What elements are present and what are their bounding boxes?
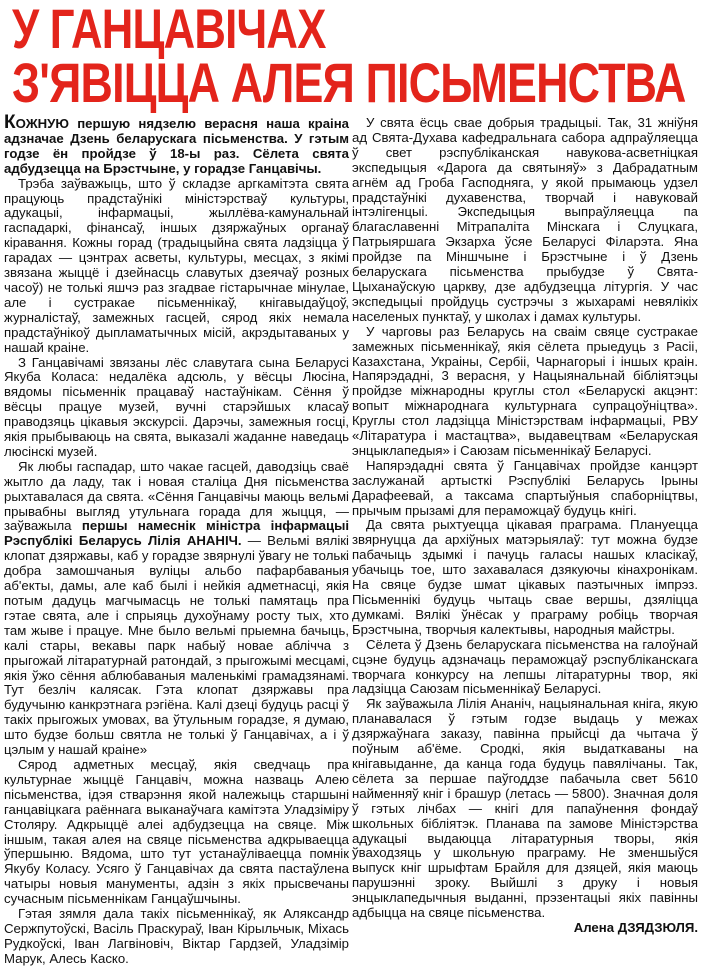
article-paragraph-5: Гэтая зямля дала такіх пісьменнікаў, як Аляксандр Сержпутоўскі, Васіль Праскураў, Іван Кірыльчык, Міхась Рудкоўскі, Іван Лагвіновіч, Віктар Гардзей, Уладзімір Марук, Алесь Каско. [4, 906, 349, 966]
lead-text: першую нядзелю верасня наша краіна адзначае Дзень беларускага пісьменства. У гэтым годзе ён пройдзе ў 18-ы раз. Сёлета свята адбудзецца на Брэстчыне, у горадзе Ганцавічы. [4, 116, 349, 176]
article-paragraph-9: Да свята рыхтуецца цікавая праграма. Плануецца звярнуцца да архіўных матэрыялаў: тут можна будзе пабачыць здымкі і пачуць галасы нашых класікаў, убачыць тое, што захавалася дзякуючы кінахронікам. На свяце будзе шмат цікавых паэтычных імпрэз. Пісьменнікі будуць чытаць свае вершы, дзяліцца думкамі. Вялікі ўнёсак у праграму робіць творчая Брэстчына, творчыя калектывы, народныя майстры. [352, 517, 698, 637]
article-lead [4, 112, 349, 177]
quoted-official-name: першы намеснік міністра інфармацыі Рэспублікі Беларусь Лілія АНАНІЧ. [4, 518, 349, 549]
article-paragraph-1: Трэба заўважыць, што ў складзе аргкамітэта свята працуюць прадстаўнікі міністэрстваў культуры, адукацыі, інфармацыі, жыллёва-камунальнай гаспадаркі, фінансаў, іншых дзяржаўных органаў кіравання. Кожны горад (традыцыйна свята ладзіцца ў гарадах — цэнтрах асветы, культуры, месцах, з якімі звязана жыццё і дзейнасць славутых дзеячаў розных часоў) не толькі яшчэ раз згадвае гістарычнае мінулае, але і сустракае пісьменнікаў, кнігавыдаўцоў, журналістаў, замежных гасцей, сярод якіх немала прадстаўнікоў дыпламатычных місій, акрэдытаваных у нашай краіне. [4, 175, 349, 355]
author-signature: Алена ДЗЯДЗЮЛЯ. [573, 919, 698, 935]
article-paragraph-3 [4, 460, 349, 758]
headline-line-2: З'ЯВІЦЦА АЛЕЯ ПІСЬМЕНСТВА [12, 51, 686, 114]
paragraph-3-start: Як любы гаспадар, што чакае гасцей, даводзіць сваё жытло да ладу, так і новая сталіца Дня пісьменства рыхтавалася да свята. «Сёння Ганцавічы маюць вельмі прывабны выгляд утульнага горада для жыцця, — заўважыла [4, 458, 349, 534]
article-paragraph-4: Сярод адметных месцаў, якія сведчаць пра культурнае жыццё Ганцавіч, можна назваць Алею пісьменства, ідэя стварэння якой належыць старшыні ганцавіцкага раённага выканаўчага камітэта Уладзіміру Столяру. Адкрыццё алеі адбудзецца на свяце. Між іншым, такая алея на свяце пісьменства адкрываецца ўпершыню. Вядома, што тут устанаўліваецца помнік Якубу Коласу. Усяго ў Ганцавічах да свята пастаўлена чатыры новыя манументы, адзін з якіх прысвечаны сучасным пісьменнікам Ганцаўшчыны. [4, 756, 349, 907]
article-column-right [352, 116, 698, 938]
article-paragraph-10: Сёлета ў Дзень беларускага пісьменства на галоўнай сцэне будуць адзначаць пераможцаў рэспубліканскага творчага конкурсу на лепшы літаратурны твор, які ладзіцца Саюзам пісьменнікаў Беларусі. [352, 636, 698, 697]
article-paragraph-11: Як заўважыла Лілія Ананіч, нацыянальная кніга, якую планавалася ў гэтым годзе выдаць у межах дзяржаўнага заказу, павінна прыйсці да чытача ў поўным аб'ёме. Сродкі, якія выдаткаваны на кнігавыданне, да канца года будуць павялічаны. Так, сёлета за першае паўгоддзе пабачыла свет 5610 найменняў кніг і брашур (летась — 5800). Значная доля ў гэтых лічбах — кнігі для папаўнення фондаў школьных бібліятэк. Планава па замове Міністэрства адукацыі выдаюцца літаратурныя творы, якія ўваходзяць у школьную праграму. Не зменшыўся выпуск кніг шрыфтам Брайля для дзяцей, якія маюць парушэнні зроку. Выйшлі з друку і новыя энцыклапедычныя выданні, прэзентацыі якіх павінны адбыцца на свяце пісьменства. [352, 696, 698, 921]
article-paragraph-7: У чарговы раз Беларусь на сваім свяце сустракае замежных пісьменнікаў, якія сёлета прыедуць з Расіі, Казахстана, Украіны, Сербіі, Чарнагорыі і іншых краін. Напярэдадні, 3 верасня, у Нацыянальнай бібліятэцы пройдзе міжнародны круглы стол «Беларускі акцэнт: вопыт міжнароднага культурнага супрацоўніцтва». Круглы стол ладзіцца Міністэрствам інфармацыі, РВУ «Літаратура і мастацтва», выдавецтвам «Беларуская энцыклапедыя» і Саюзам пісьменнікаў Беларусі. [352, 323, 698, 458]
lead-initial: К [4, 112, 16, 133]
paragraph-3-quote: — Вельмі вялікі клопат дзяржавы, каб у горадзе звярнулі ўвагу не толькі добра замошчаныя вуліцы альбо пафарбаваныя аб'екты, дамы, але каб былі і нейкія адметнасці, якія потым дадуць магчымасць не толькі памятаць пра гэтае свята, але і спрыяць духоўнаму росту тых, хто там жыве і працуе. Мне было вельмі прыемна бачыць, калі стары, векавы парк набыў новае аблічча з прыгожай літаратурнай ратондай, з прыгожымі месцамі, якія ўжо сёння аблюбаваныя маленькімі грамадзянамі. Тут безліч калясак. Гэта клопат дзяржавы пра будучыню канкрэтнага рэгіёна. Калі дзеці будуць расці ў такіх прыгожых умовах, ва ўтульным горадзе, я думаю, што будзе больш святла не толькі ў Ганцавічах, а і ў цэлым у нашай краіне» [4, 533, 349, 758]
article-paragraph-8: Напярэдадні свята ў Ганцавічах пройдзе канцэрт заслужанай артысткі Рэспублікі Беларусь Ірыны Дарафеевай, а таксама спартыўныя спаборніцтвы, прычым прызамі для пераможцаў будуць кнігі. [352, 457, 698, 518]
headline-line-1: У ГАНЦАВІЧАХ [12, 0, 326, 60]
article-paragraph-2: З Ганцавічамі звязаны лёс славутага сына Беларусі Якуба Коласа: недалёка адсюль, у вёсцы Люсіна, вядомы пісьменнік працаваў настаўнікам. Сёння ў вёсцы працуе музей, вучні старэйшых класаў праводзяць цікавыя экскурсіі. Дарэчы, замежныя госці, якія прыбываюць на свята, выказалі жаданне наведаць люсінскі музей. [4, 354, 349, 459]
lead-initial-word: ОЖНУЮ [15, 116, 69, 131]
article-column-left [4, 112, 349, 966]
article-paragraph-6: У свята ёсць свае добрыя традыцыі. Так, 31 жніўня ад Свята-Духава кафедральнага сабора адпраўляецца ў свет рэспубліканская навукова-асветніцкая экспедыцыя «Дарога да святыняў» з Дабрадатным агнём ад Гроба Гасподняга, у якой прымаюць удзел прадстаўнікі духавенства, творчай і навуковай інтэлігенцыі. Экспедыцыя выпраўляецца па благаславенні Мітрапаліта Мінскага і Слуцкага, Патрыяршага Экзарха ўсяе Беларусі Філарэта. Яна пройдзе па Міншчыне і Брэстчыне і ў Дзень беларускага пісьменства прыбудзе ў Свята-Цыханаўскую царкву, дзе адбудзецца літургія. У час экспедыцыі пройдуць сустрэчы з жыхарамі невялікіх населеных пунктаў, у школах і дамах культуры. [352, 115, 698, 324]
